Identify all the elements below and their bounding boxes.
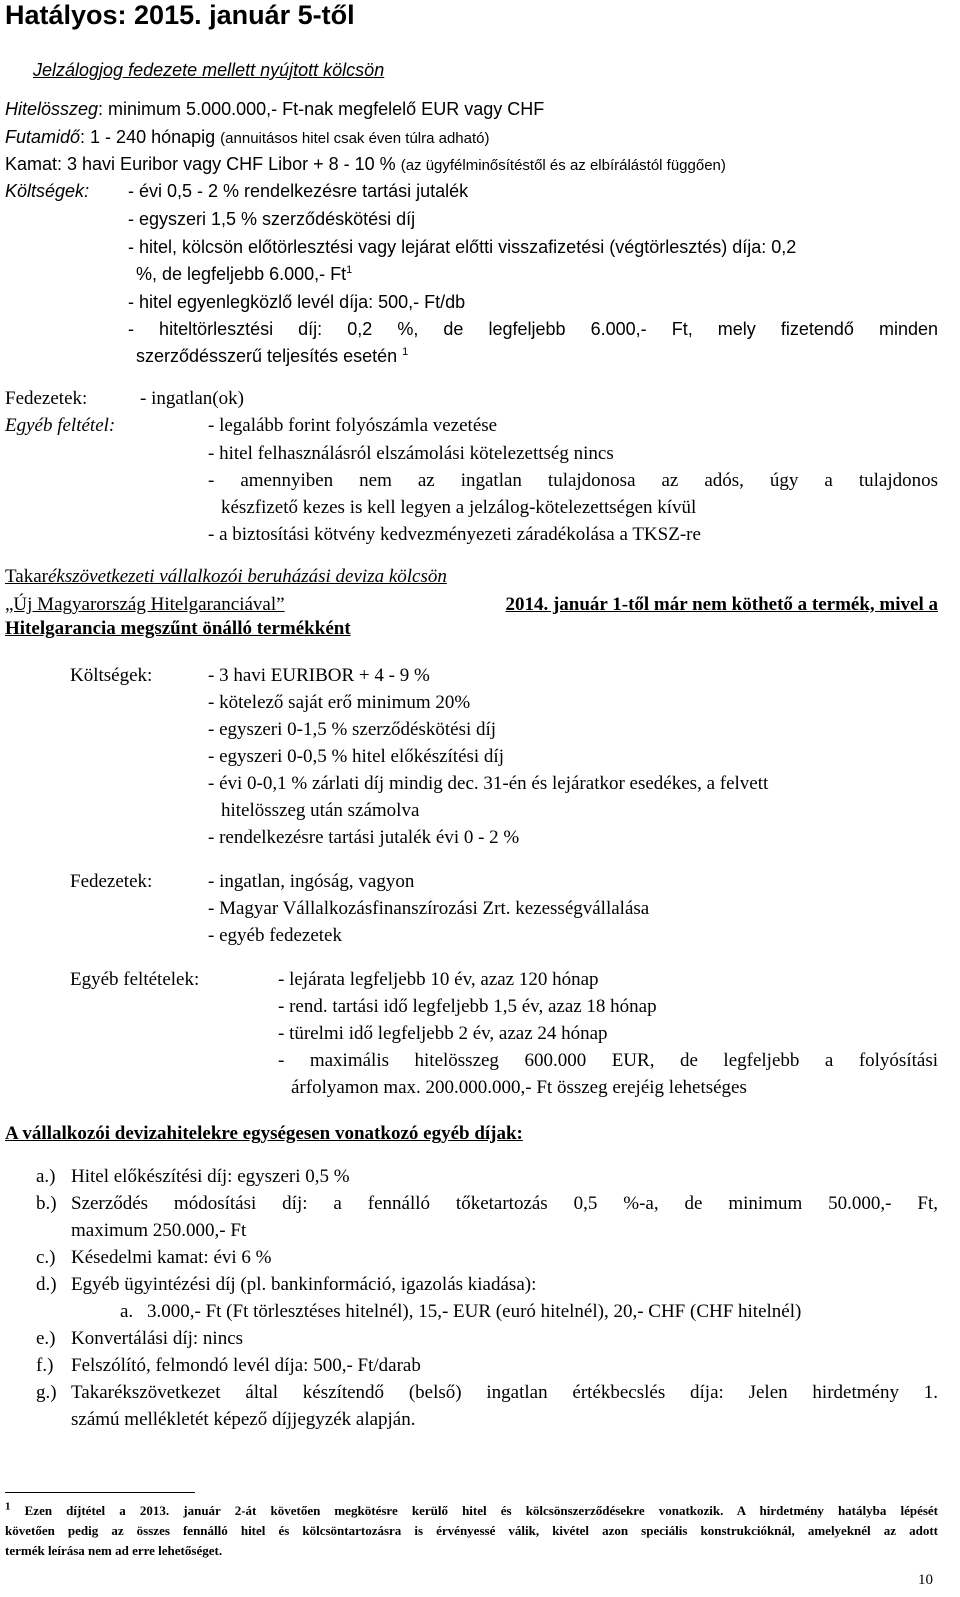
collateral-item: - egyéb fedezetek xyxy=(208,925,342,946)
cost-item: - hiteltörlesztési díj: 0,2 %, de legfeljebb 6.000,- Ft, mely fizetendő minden xyxy=(128,319,938,339)
discontinued-notice-line1: 2014. január 1-től már nem köthető a termék, mivel a xyxy=(505,594,938,615)
footnote-marker: 1 xyxy=(5,1500,11,1513)
collateral-label: Fedezetek: xyxy=(5,388,88,409)
fee-item: Szerződés módosítási díj: a fennálló tőketartozás 0,5 %-a, de minimum 50.000,- Ft, xyxy=(71,1193,938,1214)
collateral-item: - Magyar Vállalkozásfinanszírozási Zrt. kezességvállalása xyxy=(208,898,650,919)
condition-item: - rend. tartási idő legfeljebb 1,5 év, azaz 18 hónap xyxy=(278,996,657,1017)
cost-item: - hitel egyenlegközlő levél díja: 500,- Ft/db xyxy=(128,292,466,312)
loan-name-quote: „Új Magyarország Hitelgaranciával” xyxy=(5,594,285,615)
cost-item: - évi 0-0,1 % zárlati díj mindig dec. 31-én és lejáratkor esedékes, a felvett xyxy=(208,773,769,794)
footnote-reference: 1 xyxy=(346,264,353,276)
loan-term-label: Futamidő xyxy=(5,127,81,147)
fee-item: Felszólító, felmondó levél díja: 500,- Ft/darab xyxy=(71,1355,421,1376)
condition-item: - hitel felhasználásról elszámolási kötelezettség nincs xyxy=(208,443,614,464)
condition-item: - a biztosítási kötvény kedvezményezeti záradékolása a TKSZ-re xyxy=(208,524,701,545)
fee-subitem-marker: a. xyxy=(120,1301,134,1322)
fee-item-continuation: számú mellékletét képező díjjegyzék alapján. xyxy=(71,1409,416,1430)
cost-item: - egyszeri 0-0,5 % hitel előkészítési díj xyxy=(208,746,504,767)
fees-heading: A vállalkozói devizahitelekre egységesen vonatkozó egyéb díjak: xyxy=(5,1123,523,1144)
costs-label: Költségek: xyxy=(70,665,153,686)
condition-item-continuation: árfolyamon max. 200.000.000,- Ft összeg erejéig lehetséges xyxy=(291,1077,747,1098)
fee-marker: f.) xyxy=(36,1355,54,1376)
collateral-item: - ingatlan, ingóság, vagyon xyxy=(208,871,415,892)
fee-marker: b.) xyxy=(36,1193,57,1214)
condition-item: - maximális hitelösszeg 600.000 EUR, de legfeljebb a folyósítási xyxy=(278,1050,938,1071)
page-number: 10 xyxy=(918,1572,933,1588)
section-title-mortgage-loan: Jelzálogjog fedezete mellett nyújtott kölcsön xyxy=(33,60,385,80)
cost-item-continuation: hitelösszeg után számolva xyxy=(221,800,420,821)
cost-item: - kötelező saját erő minimum 20% xyxy=(208,692,471,713)
footnote-line: követően pedig az összes fennálló hitel és kölcsöntartozásra is érvényessé válik, kivétel azon speciális konstrukcióknál, amelyeknél az adott xyxy=(5,1523,938,1538)
fee-item: Késedelmi kamat: évi 6 % xyxy=(71,1247,272,1268)
fee-item: Takarékszövetkezet által készítendő (belső) ingatlan értékbecslés díja: Jelen hirdetmény 1. xyxy=(71,1382,938,1403)
fee-item-continuation: maximum 250.000,- Ft xyxy=(71,1220,247,1241)
footnote-line: Ezen díjtétel a 2013. január 2-át követően megkötésre kerülő hitel és kölcsönszerződésekre vonatkozik. A hirdetmény hatályba lépését xyxy=(24,1503,938,1518)
loan-term-note: (annuitásos hitel csak éven túlra adható) xyxy=(220,130,490,147)
loan-amount-value: : minimum 5.000.000,- Ft-nak megfelelő EUR vagy CHF xyxy=(98,99,545,119)
fee-marker: a.) xyxy=(36,1166,56,1187)
cost-item: - egyszeri 0-1,5 % szerződéskötési díj xyxy=(208,719,497,740)
loan-term-line xyxy=(5,127,490,148)
footnote-line: termék leírása nem ad erre lehetőséget. xyxy=(5,1543,223,1558)
collateral-value: - ingatlan(ok) xyxy=(140,388,244,409)
page-title: Hatályos: 2015. január 5-től xyxy=(5,0,355,30)
footnote-reference: 1 xyxy=(402,346,409,358)
interest-rate-line xyxy=(5,154,726,175)
interest-rate-note: (az ügyfélminősítéstől és az elbírálástól függően) xyxy=(400,157,726,174)
interest-rate-value: Kamat: 3 havi Euribor vagy CHF Libor + 8 - 10 % xyxy=(5,154,396,174)
loan-amount-label: Hitelösszeg xyxy=(5,99,99,119)
cost-item: - egyszeri 1,5 % szerződéskötési díj xyxy=(128,209,416,229)
loan-term-value: : 1 - 240 hónapig xyxy=(80,127,216,147)
costs-label: Költségek: xyxy=(5,181,90,201)
fee-marker: e.) xyxy=(36,1328,56,1349)
other-conditions-label: Egyéb feltétel: xyxy=(5,415,116,436)
fee-item: Hitel előkészítési díj: egyszeri 0,5 % xyxy=(71,1166,350,1187)
cost-item: - hitel, kölcsön előtörlesztési vagy lejárat előtti visszafizetési (végtörlesztés) díja: 0,2 xyxy=(128,237,797,257)
discontinued-notice-line2: Hitelgarancia megszűnt önálló termékként xyxy=(5,618,351,639)
fee-marker: c.) xyxy=(36,1247,56,1268)
condition-item: - amennyiben nem az ingatlan tulajdonosa az adós, úgy a tulajdonos xyxy=(208,470,938,491)
fee-item: Egyéb ügyintézési díj (pl. bankinformáció, igazolás kiadása): xyxy=(71,1274,537,1295)
cost-item: - évi 0,5 - 2 % rendelkezésre tartási jutalék xyxy=(128,181,469,201)
other-conditions-label: Egyéb feltételek: xyxy=(70,969,200,990)
cost-item: - 3 havi EURIBOR + 4 - 9 % xyxy=(208,665,430,686)
condition-item-continuation: készfizető kezes is kell legyen a jelzálog-kötelezettségen kívül xyxy=(221,497,697,518)
footnote xyxy=(5,1500,938,1559)
condition-item: - legalább forint folyószámla vezetése xyxy=(208,415,498,436)
fee-subitem: 3.000,- Ft (Ft törlesztéses hitelnél), 15,- EUR (euró hitelnél), 20,- CHF (CHF hitelnél) xyxy=(147,1301,802,1322)
condition-item: - türelmi idő legfeljebb 2 év, azaz 24 hónap xyxy=(278,1023,608,1044)
cost-item-continuation: szerződésszerű teljesítés esetén $^1$ xyxy=(136,346,409,366)
loan-amount-line xyxy=(5,99,544,120)
condition-item: - lejárata legfeljebb 10 év, azaz 120 hónap xyxy=(278,969,599,990)
section-title-investment-loan: Takarékszövetkezeti vállalkozói beruházási deviza kölcsön xyxy=(5,566,447,587)
cost-item-continuation: %, de legfeljebb 6.000,- Ft$^1$ xyxy=(136,264,353,284)
cost-item: - rendelkezésre tartási jutalék évi 0 - 2 % xyxy=(208,827,520,848)
investment-loan-notice xyxy=(5,594,938,640)
collateral-label: Fedezetek: xyxy=(70,871,153,892)
fee-marker: d.) xyxy=(36,1274,57,1295)
fee-item: Konvertálási díj: nincs xyxy=(71,1328,244,1349)
fee-marker: g.) xyxy=(36,1382,57,1403)
footnote-divider xyxy=(5,1492,195,1493)
